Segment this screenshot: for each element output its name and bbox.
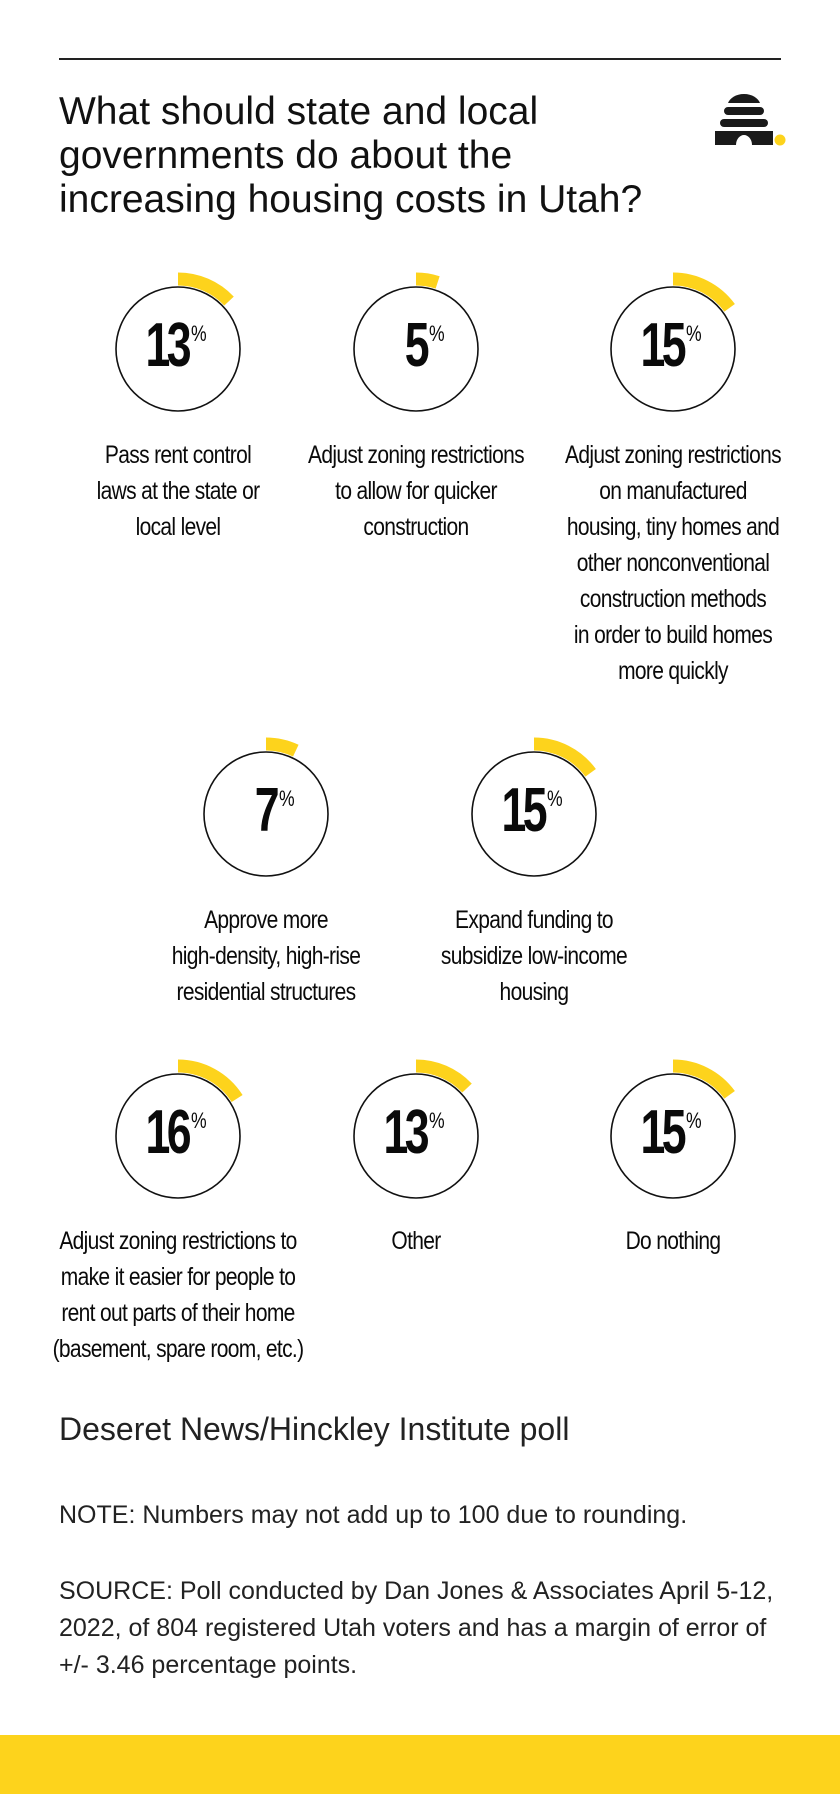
category-label-line: high-density, high-rise xyxy=(171,942,361,970)
footer-bar xyxy=(0,1735,840,1794)
category-label-line: local level xyxy=(135,513,221,541)
category-label-line: Other xyxy=(391,1227,441,1255)
percent-value: 15 xyxy=(501,776,544,845)
category-label xyxy=(290,1223,542,1259)
category-label-line: Adjust zoning restrictions xyxy=(308,441,524,469)
category-label-line: construction xyxy=(363,513,469,541)
percent-sign: % xyxy=(429,321,445,346)
category-label-line: to allow for quicker xyxy=(335,477,497,505)
percent-sign: % xyxy=(686,321,702,346)
percent-sign: % xyxy=(429,1108,445,1133)
page-title: What should state and local governments do about the increasing housing costs in Utah? xyxy=(59,90,643,221)
category-label xyxy=(290,437,542,545)
category-label xyxy=(52,1223,304,1367)
category-label-line: residential structures xyxy=(176,978,356,1006)
category-label xyxy=(547,437,799,689)
beehive-logo-icon xyxy=(710,94,786,150)
category-label-line: make it easier for people to xyxy=(60,1263,296,1291)
percent-value: 7 xyxy=(254,776,276,845)
category-label-line: on manufactured xyxy=(599,477,747,505)
percent-value: 16 xyxy=(145,1098,188,1167)
category-label-line: in order to build homes xyxy=(573,621,773,649)
category-label-line: Approve more xyxy=(204,906,328,934)
percent-value: 13 xyxy=(145,311,188,380)
category-label-line: more quickly xyxy=(618,657,728,685)
category-label-line: Expand funding to xyxy=(455,906,613,934)
category-label-line: Adjust zoning restrictions to xyxy=(59,1227,297,1255)
percent-value: 13 xyxy=(383,1098,426,1167)
percent-sign: % xyxy=(191,321,207,346)
percent-sign: % xyxy=(191,1108,207,1133)
value-arc xyxy=(416,279,438,282)
value-arc xyxy=(178,279,229,301)
category-label-line: Pass rent control xyxy=(104,441,252,469)
category-label-line: (basement, spare room, etc.) xyxy=(52,1335,304,1363)
value-arc xyxy=(416,1066,467,1088)
note-text: NOTE: Numbers may not add up to 100 due to rounding. xyxy=(59,1501,688,1529)
percent-value: 15 xyxy=(640,311,683,380)
percent-value: 5 xyxy=(404,311,426,380)
category-label xyxy=(140,902,392,1010)
logo-dot xyxy=(775,135,786,146)
category-label-line: housing, tiny homes and xyxy=(566,513,780,541)
category-label-line: housing xyxy=(499,978,569,1006)
category-label xyxy=(408,902,660,1010)
percent-sign: % xyxy=(547,786,563,811)
percent-value: 15 xyxy=(640,1098,683,1167)
category-label-line: rent out parts of their home xyxy=(61,1299,295,1327)
category-label-line: Do nothing xyxy=(625,1227,721,1255)
top-rule xyxy=(59,58,781,60)
category-label-line: Adjust zoning restrictions xyxy=(565,441,781,469)
category-label-line: laws at the state or xyxy=(96,477,260,505)
poll-name: Deseret News/Hinckley Institute poll xyxy=(59,1411,570,1447)
percent-sign: % xyxy=(279,786,295,811)
value-arc xyxy=(266,744,296,751)
category-label-line: other nonconventional xyxy=(576,549,770,577)
source-text: SOURCE: Poll conducted by Dan Jones & Associates April 5-12, 2022, of 804 registered Utah voters and has a margin of error of +/- 3.46 percentage points. xyxy=(59,1577,774,1679)
category-label-line: construction methods xyxy=(579,585,767,613)
percent-sign: % xyxy=(686,1108,702,1133)
category-label xyxy=(52,437,304,545)
category-label-line: subsidize low-income xyxy=(440,942,628,970)
category-label xyxy=(547,1223,799,1259)
